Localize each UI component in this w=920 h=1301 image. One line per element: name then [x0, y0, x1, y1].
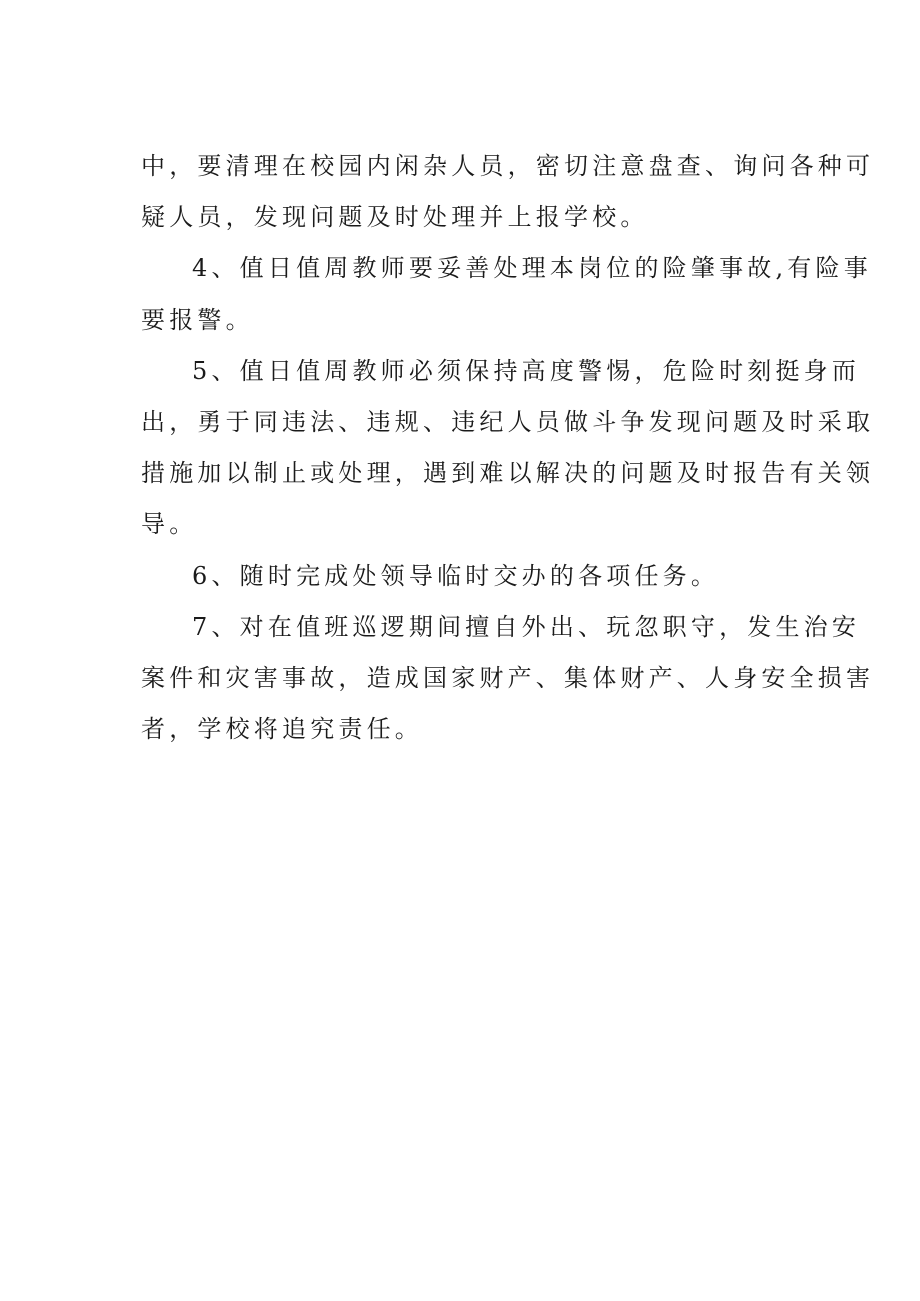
text-line: 6、随时完成处领导临时交办的各项任务。	[192, 561, 720, 590]
text-line: 导。	[141, 510, 198, 539]
paragraph-item-4	[141, 248, 872, 350]
text-line: 出，勇于同违法、违规、违纪人员做斗争发现问题及时采取	[141, 407, 875, 436]
text-line: 5、值日值周教师必须保持高度警惕，危险时刻挺身而	[192, 356, 861, 385]
text-line: 案件和灾害事故，造成国家财产、集体财产、人身安全损害	[141, 663, 875, 692]
text-line: 7、对在值班巡逻期间擅自外出、玩忽职守，发生治安	[192, 612, 861, 641]
text-line: 者，学校将追究责任。	[141, 715, 423, 744]
paragraph-item-6	[141, 556, 781, 607]
document-body	[141, 146, 875, 760]
paragraph-continuation	[141, 146, 875, 248]
text-line: 疑人员，发现问题及时处理并上报学校。	[141, 203, 649, 232]
text-line: 要报警。	[141, 305, 254, 334]
paragraph-item-5	[141, 351, 875, 556]
paragraph-item-7	[141, 607, 875, 761]
text-line: 措施加以制止或处理，遇到难以解决的问题及时报告有关领	[141, 459, 875, 488]
text-line: 4、值日值周教师要妥善处理本岗位的险肇事故,有险事	[192, 254, 872, 283]
text-line: 中，要清理在校园内闲杂人员，密切注意盘查、询问各种可	[141, 152, 875, 180]
